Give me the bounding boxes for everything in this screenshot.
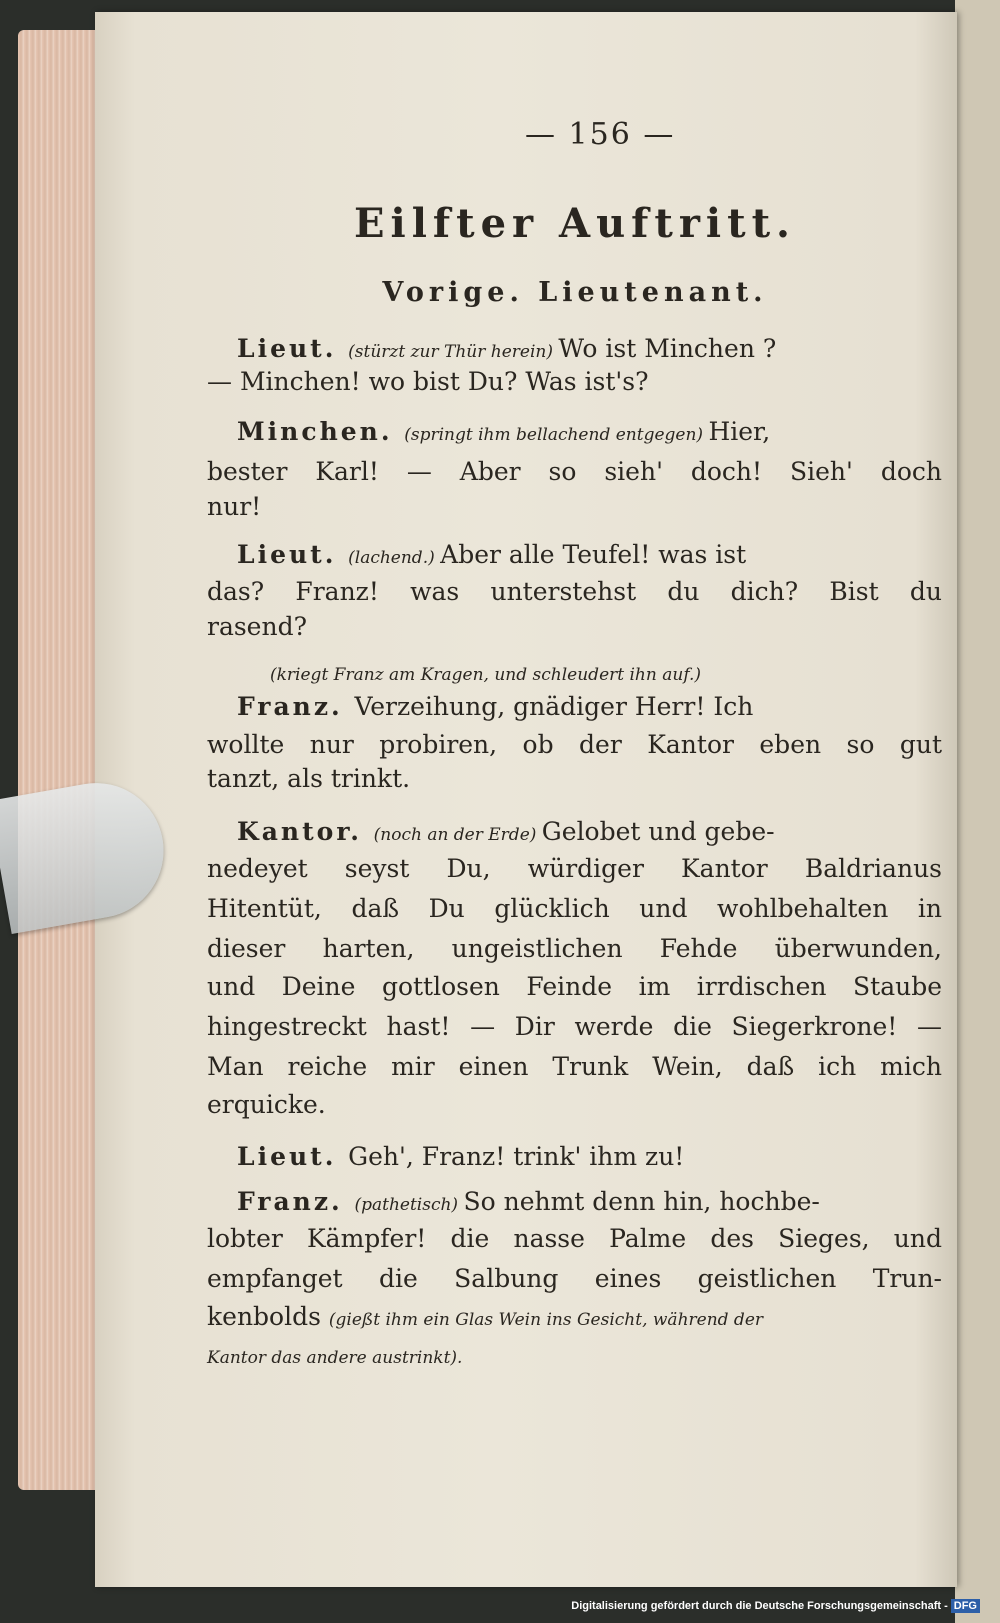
speaker-name: Lieut.: [237, 1142, 349, 1171]
text-line: [207, 612, 307, 641]
dialogue-text: Verzeihung, gnädiger Herr! Ich: [354, 692, 754, 721]
text-line: [207, 764, 410, 793]
dialogue-text: Gelobet und gebe-: [541, 817, 775, 846]
stage-direction: (gießt ihm ein Glas Wein ins Gesicht, während der: [328, 1310, 764, 1330]
text-line: [207, 1090, 326, 1119]
speaker-name: Kantor.: [237, 817, 374, 846]
stage-direction: Kantor das andere austrinkt).: [207, 1348, 463, 1368]
scene-title: Eilfter Auftritt.: [354, 200, 796, 247]
dialogue-text: das? Franz! was unterstehst du dich? Bist du: [207, 577, 942, 606]
stage-direction: (pathetisch): [354, 1195, 464, 1215]
speaker-name: Franz.: [237, 1187, 355, 1216]
dialogue-text: Wo ist Minchen ?: [558, 334, 777, 363]
speaker-name: Franz.: [237, 692, 355, 721]
background-right: [955, 0, 1000, 1623]
speaker-name: Minchen.: [237, 417, 405, 446]
book-page: [95, 12, 957, 1587]
speaker-name: Lieut.: [237, 334, 349, 363]
dialogue-text: Hier,: [708, 417, 771, 446]
text-line: [207, 894, 942, 923]
dialogue-text: hingestreckt hast! — Dir werde die Siegerkrone! —: [207, 1012, 942, 1041]
text-line: [207, 367, 649, 396]
text-line: [207, 457, 942, 486]
text-line: [207, 1012, 942, 1041]
dialogue-text: rasend?: [207, 612, 307, 641]
dfg-logo: DFG: [951, 1599, 980, 1613]
dialogue-text: — Minchen! wo bist Du? Was ist's?: [207, 367, 649, 396]
text-line: [207, 1264, 942, 1293]
stage-direction: (kriegt Franz am Kragen, und schleudert ihn auf.): [270, 665, 702, 685]
text-line: [207, 730, 942, 759]
dialogue-text: lobter Kämpfer! die nasse Palme des Sieges, und: [207, 1224, 942, 1253]
dialogue-text: tanzt, als trinkt.: [207, 764, 411, 793]
stage-direction: (springt ihm bellachend entgegen): [404, 425, 709, 445]
dialogue-text: nur!: [207, 492, 262, 521]
text-line: [207, 1302, 763, 1331]
text-line: [237, 334, 776, 363]
text-line: [207, 934, 942, 963]
dialogue-text: Hitentüt, daß Du glücklich und wohlbehalten in: [207, 894, 942, 923]
line-prefix: kenbolds: [207, 1302, 329, 1331]
dialogue-text: So nehmt denn hin, hochbe-: [463, 1187, 820, 1216]
text-line: [207, 1224, 942, 1253]
dialogue-text: bester Karl! — Aber so sieh' doch! Sieh' doch: [207, 457, 942, 486]
dialogue-text: wollte nur probiren, ob der Kantor eben so gut: [207, 730, 942, 759]
footer-text: Digitalisierung gefördert durch die Deutsche Forschungsgemeinschaft -: [571, 1600, 948, 1612]
stage-direction: (lachend.): [348, 548, 441, 568]
text-line: [237, 417, 770, 446]
text-line: [237, 817, 775, 846]
digitization-footer: [571, 1600, 980, 1612]
dialogue-text: Aber alle Teufel! was ist: [440, 540, 747, 569]
text-line: [207, 577, 942, 606]
scene-persons: Vorige. Lieutenant.: [382, 277, 768, 308]
dialogue-text: dieser harten, ungeistlichen Fehde überwunden,: [207, 934, 942, 963]
dialogue-text: Geh', Franz! trink' ihm zu!: [348, 1142, 685, 1171]
text-line: [237, 1142, 684, 1171]
text-line: [237, 540, 746, 569]
text-line: [237, 692, 753, 721]
text-line: [207, 492, 261, 521]
text-line: [207, 1340, 462, 1369]
text-line: [270, 657, 701, 686]
dialogue-text: empfanget die Salbung eines geistlichen Trun-: [207, 1264, 942, 1293]
dialogue-text: nedeyet seyst Du, würdiger Kantor Baldrianus: [207, 854, 942, 883]
text-line: [207, 1052, 942, 1081]
text-line: [207, 972, 942, 1001]
text-line: [237, 1187, 820, 1216]
speaker-name: Lieut.: [237, 540, 349, 569]
page-number: — 156 —: [525, 117, 676, 152]
stage-direction: (noch an der Erde): [373, 825, 542, 845]
dialogue-text: und Deine gottlosen Feinde im irrdischen Staube: [207, 972, 942, 1001]
text-line: [207, 854, 942, 883]
dialogue-text: Man reiche mir einen Trunk Wein, daß ich mich: [207, 1052, 942, 1081]
dialogue-text: erquicke.: [207, 1090, 326, 1119]
stage-direction: (stürzt zur Thür herein): [348, 342, 559, 362]
